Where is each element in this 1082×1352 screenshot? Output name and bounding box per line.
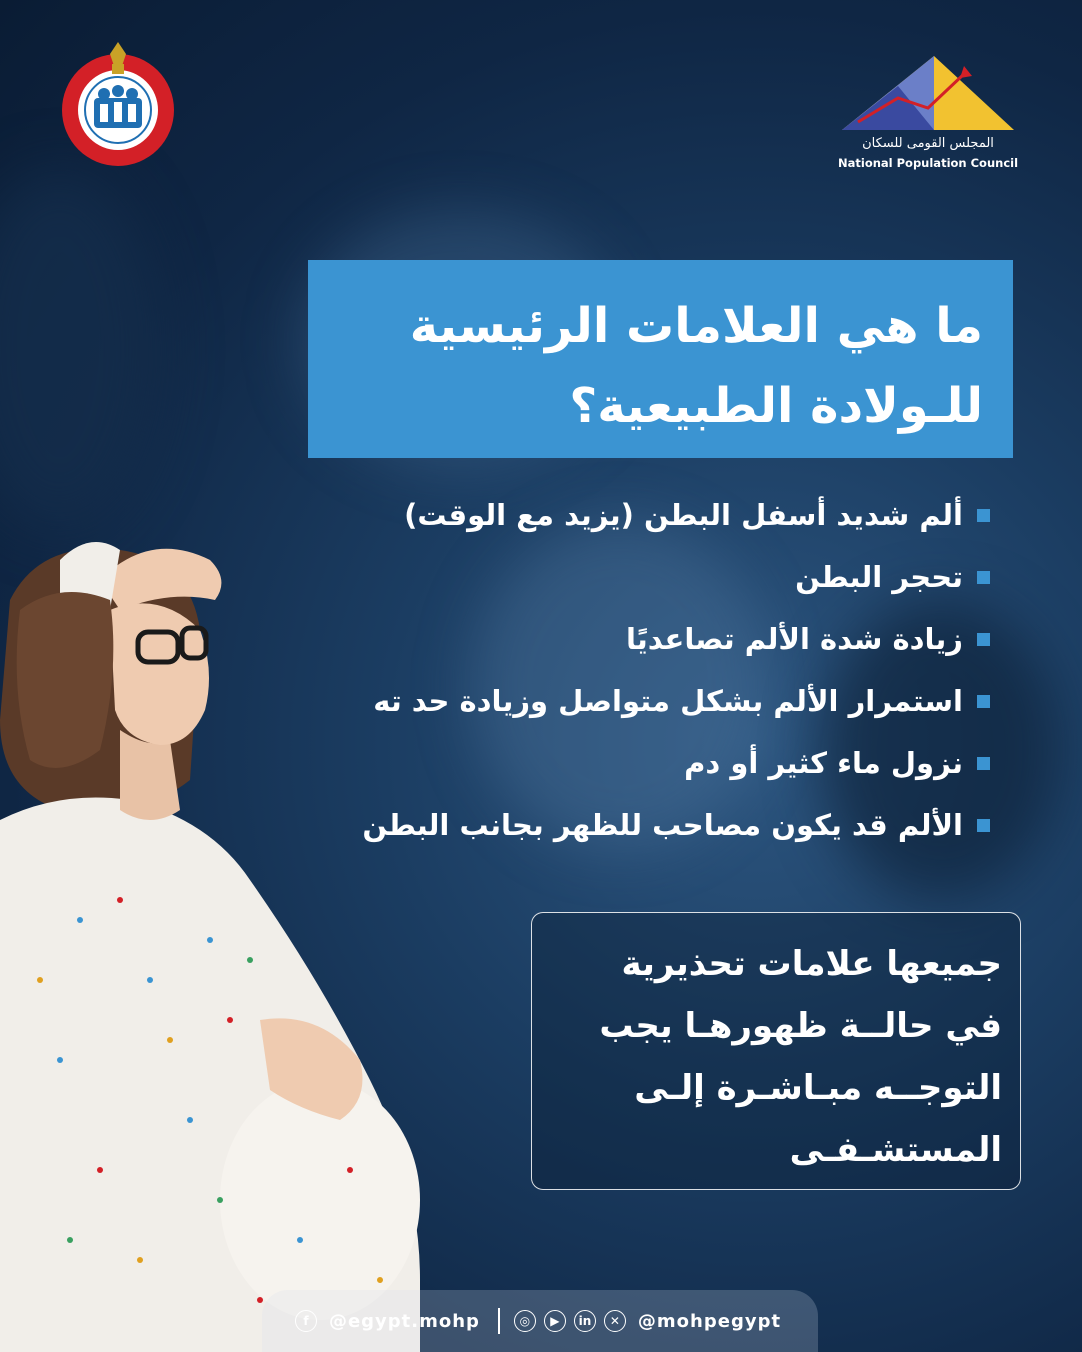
npc-english-name: National Population Council xyxy=(838,156,1019,170)
warning-line-4: المستشـفـى xyxy=(789,1130,1002,1170)
facebook-icon[interactable]: f xyxy=(295,1310,317,1332)
list-item-text: الألم قد يكون مصاحب للظهر بجانب البطن xyxy=(362,808,963,842)
instagram-icon[interactable]: ◎ xyxy=(514,1310,536,1332)
social-handle[interactable]: @mohpegypt xyxy=(637,1310,782,1332)
square-bullet-icon xyxy=(977,571,990,584)
footer-divider xyxy=(498,1308,500,1334)
square-bullet-icon xyxy=(977,509,990,522)
list-item-text: زيادة شدة الألم تصاعديًا xyxy=(625,622,963,656)
list-item-text: نزول ماء كثير أو دم xyxy=(684,746,963,780)
linkedin-icon[interactable]: in xyxy=(574,1310,596,1332)
list-item-text: ألم شديد أسفل البطن (يزيد مع الوقت) xyxy=(404,498,963,532)
square-bullet-icon xyxy=(977,757,990,770)
title-line-2: للـولادة الطبيعية؟ xyxy=(569,378,983,434)
warning-line-1: جميعها علامات تحذيرية xyxy=(621,944,1002,984)
youtube-icon[interactable]: ▶ xyxy=(544,1310,566,1332)
warning-line-3: التوجــه مبـاشـرة إلـى xyxy=(634,1068,1002,1108)
npc-pyramid-icon xyxy=(838,52,1018,136)
square-bullet-icon xyxy=(977,695,990,708)
warning-line-2: في حالــة ظهورهـا يجب xyxy=(599,1006,1002,1046)
background-blur xyxy=(0,170,160,530)
facebook-handle[interactable]: @egypt.mohp xyxy=(328,1310,480,1332)
list-item-text: استمرار الألم بشكل متواصل وزيادة حد ته xyxy=(373,684,963,718)
npc-arabic-name: المجلس القومى للسكان xyxy=(862,136,994,151)
pregnant-woman-image xyxy=(0,520,440,1352)
ministry-of-health-logo xyxy=(54,36,182,168)
warning-box xyxy=(531,912,1021,1190)
list-item-text: تحجر البطن xyxy=(795,560,963,594)
title-box xyxy=(308,260,1013,458)
social-footer xyxy=(262,1290,818,1352)
title-line-1: ما هي العلامات الرئيسية xyxy=(409,298,983,354)
square-bullet-icon xyxy=(977,819,990,832)
square-bullet-icon xyxy=(977,633,990,646)
x-icon[interactable]: ✕ xyxy=(604,1310,626,1332)
national-population-council-logo xyxy=(838,52,1018,182)
